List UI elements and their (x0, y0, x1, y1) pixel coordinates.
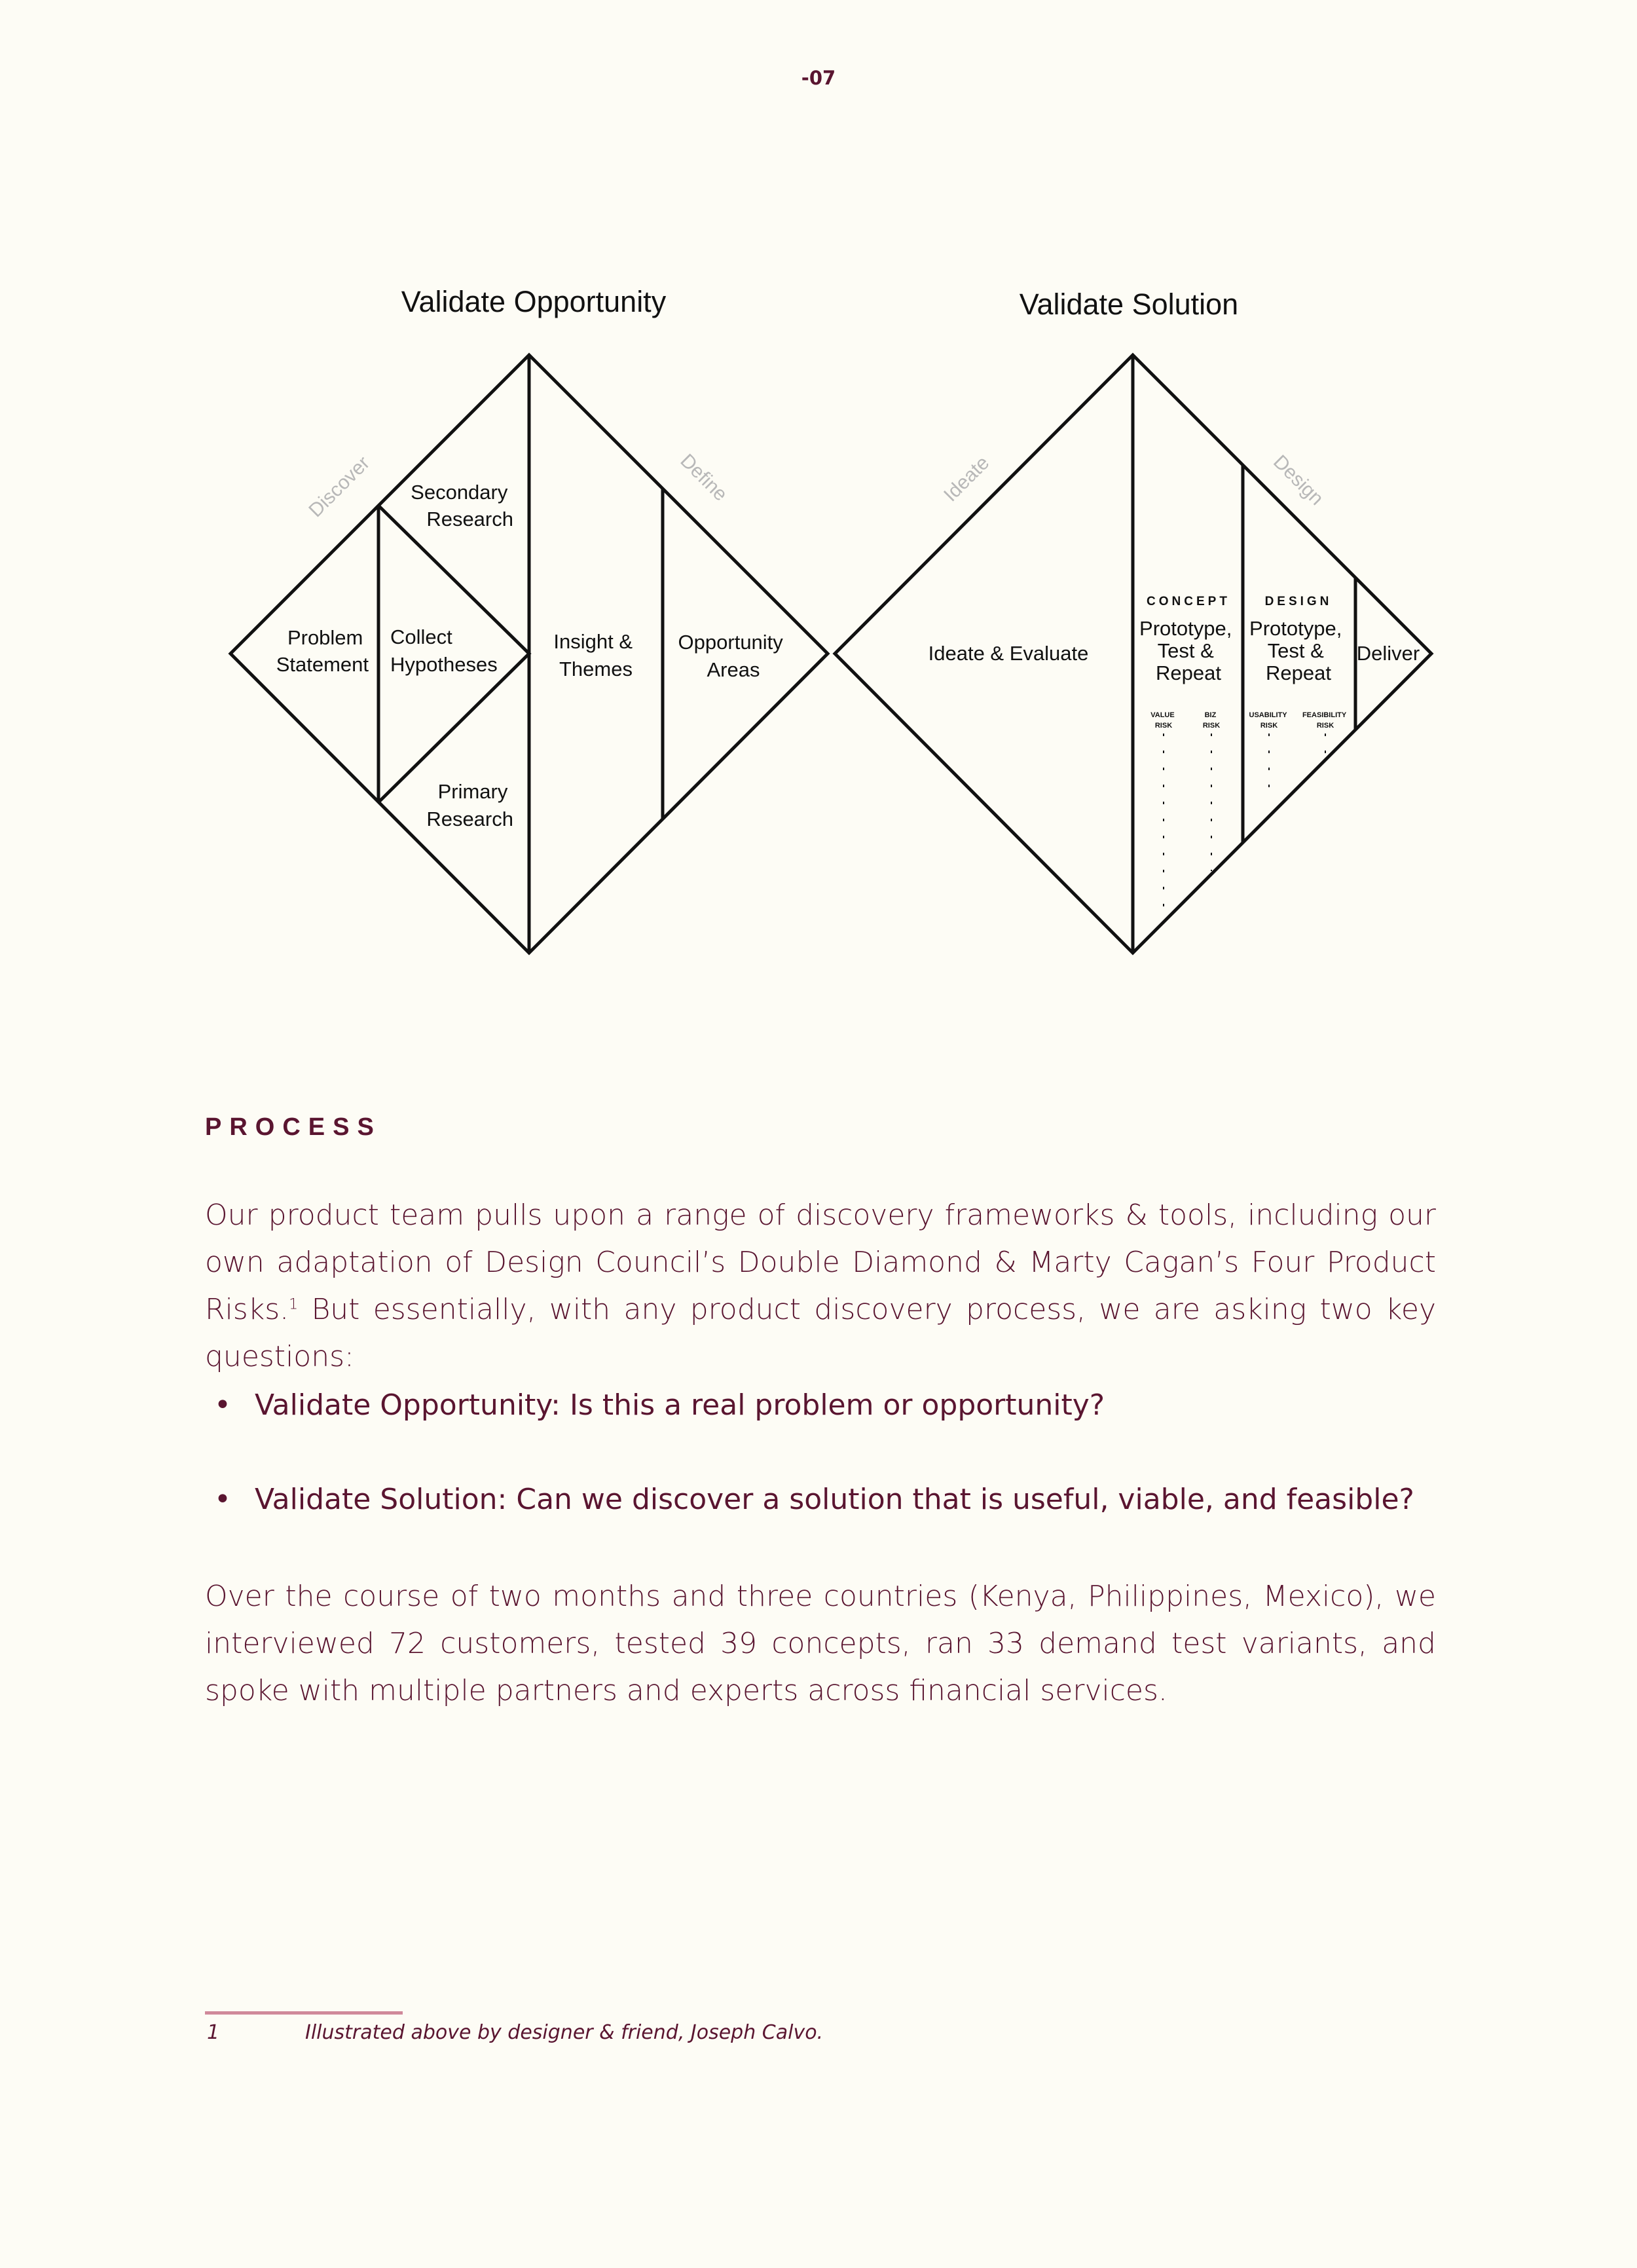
ideate-evaluate-label: Ideate & Evaluate (928, 642, 1089, 665)
design-prototype-label: Prototype, Test & Repeat (1249, 617, 1342, 684)
closing-paragraph: Over the course of two months and three countries (Kenya, Philippines, Mexico), we interviewed 72 customers, tested 39 concepts, ran 33 demand test variants, and spoke with multiple partners and experts across financial services. (205, 1580, 1436, 1707)
opportunity-areas-label: Opportunity Areas (678, 631, 783, 681)
section-heading: PROCESS (205, 1113, 382, 1141)
page-number: -07 (801, 67, 836, 89)
footnote-number: 1 (207, 2021, 220, 2044)
double-diamond-diagram (0, 249, 1637, 982)
intro-text-part2: But essentially, with any product discovery process, we are asking two key questions: (205, 1293, 1436, 1373)
list-item: • Validate Solution: Can we discover a solution that is useful, viable, and feasible? (205, 1476, 1436, 1523)
validate-solution-title: Validate Solution (1019, 288, 1239, 321)
feasibility-risk-label: FEASIBILITY RISK (1302, 711, 1346, 730)
validate-opportunity-title: Validate Opportunity (401, 285, 667, 318)
concept-caption: CONCEPT (1147, 595, 1230, 608)
insight-themes-label: Insight & Themes (553, 630, 633, 680)
deliver-label: Deliver (1356, 642, 1420, 665)
footnote-divider (205, 2011, 403, 2015)
footnote-marker: 1 (289, 1296, 299, 1313)
phase-design: Design (1269, 451, 1328, 510)
value-risk-label: VALUE RISK (1150, 711, 1175, 730)
secondary-research-label: Secondary Research (411, 481, 513, 530)
intro-text-part1: Our product team pulls upon a range of discovery frameworks & tools, including our own adaptation of Design Council’s Double Diamond & Marty Cagan’s Four Product Risks. (205, 1199, 1436, 1326)
intro-paragraph (205, 1192, 1436, 1381)
concept-prototype-label: Prototype, Test & Repeat (1139, 617, 1232, 684)
problem-statement-label: Problem Statement (276, 626, 369, 676)
primary-research-label: Primary Research (426, 780, 513, 830)
list-item: • Validate Opportunity: Is this a real problem or opportunity? (205, 1382, 1436, 1429)
biz-risk-label: BIZ RISK (1202, 711, 1221, 730)
phase-discover: Discover (304, 452, 375, 522)
collect-hypotheses-label: Collect Hypotheses (390, 625, 498, 676)
footnote-text: Illustrated above by designer & friend, Joseph Calvo. (305, 2021, 824, 2044)
usability-risk-label: USABILITY RISK (1249, 711, 1287, 730)
phase-ideate: Ideate (940, 452, 994, 506)
question-list (205, 1382, 1436, 1571)
phase-define: Define (676, 449, 732, 506)
design-caption: DESIGN (1264, 595, 1333, 608)
